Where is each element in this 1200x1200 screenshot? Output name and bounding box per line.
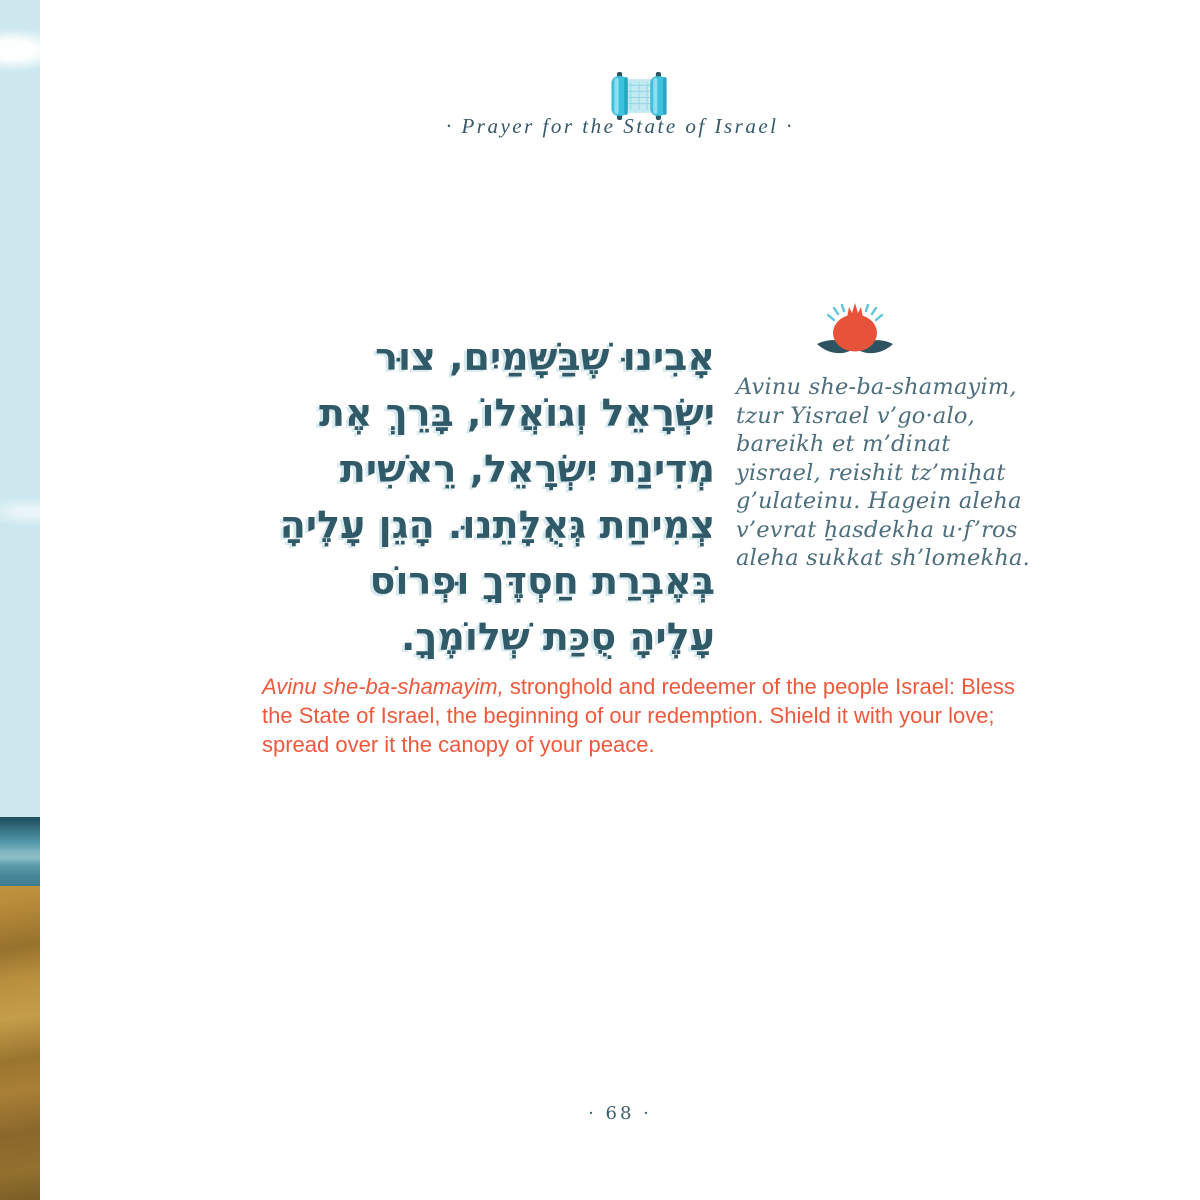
transliteration-line: g’ulateinu. Hagein aleha [736,488,1022,514]
hebrew-line: צְמִיחַת גְּאֻלָּתֵנוּ. הָגֵן עָלֶיהָ [279,503,715,547]
page-number: · 68 · [588,1103,652,1124]
transliteration-line: Avinu she-ba-shamayim, [736,374,1017,400]
hebrew-line: בְּאֶבְרַת חַסְדֶּךָ וּפְרוֹס [369,559,715,603]
page-title: · Prayer for the State of Israel · [445,114,795,138]
coastal-artwork-strip [0,0,40,1200]
hebrew-prayer-text [155,329,715,665]
hebrew-line: יִשְׂרָאֵל וְגוֹאֲלוֹ, בָּרֵךְ אֶת [318,391,715,435]
translation-lead-italic: Avinu she-ba-shamayim, [262,674,504,699]
transliteration-line: yisrael, reishit tz’miẖat [736,459,1006,486]
transliteration-line: tzur Yisrael v’go·alo, [736,402,976,429]
sea-artwork [0,817,40,886]
pomegranate-icon [810,300,900,360]
sand-dunes-artwork [0,886,40,1200]
english-translation [262,672,1028,759]
transliteration-line: v’evrat ẖasdekha u·f’ros [736,516,1018,543]
transliteration-text [736,373,1046,573]
transliteration-line: bareikh et m’dinat [736,431,951,457]
hebrew-line: אָבִינוּ שֶׁבַּשָּׁמַיִם, צוּר [375,335,715,379]
translation-body: stronghold and redeemer of the people Israel: Bless the State of Israel, the beginning of our redemption. Shield it with your love; spread over it the canopy of your peace. [262,674,1015,757]
transliteration-line: aleha sukkat sh’lomekha. [736,545,1030,571]
sky-artwork [0,0,40,817]
hebrew-line: מְדִינַת יִשְׂרָאֵל, רֵאשִׁית [339,447,715,491]
hebrew-line: עָלֶיהָ סֻכַּת שְׁלוֹמֶךָ. [400,615,715,659]
torah-scroll-icon [603,72,675,120]
